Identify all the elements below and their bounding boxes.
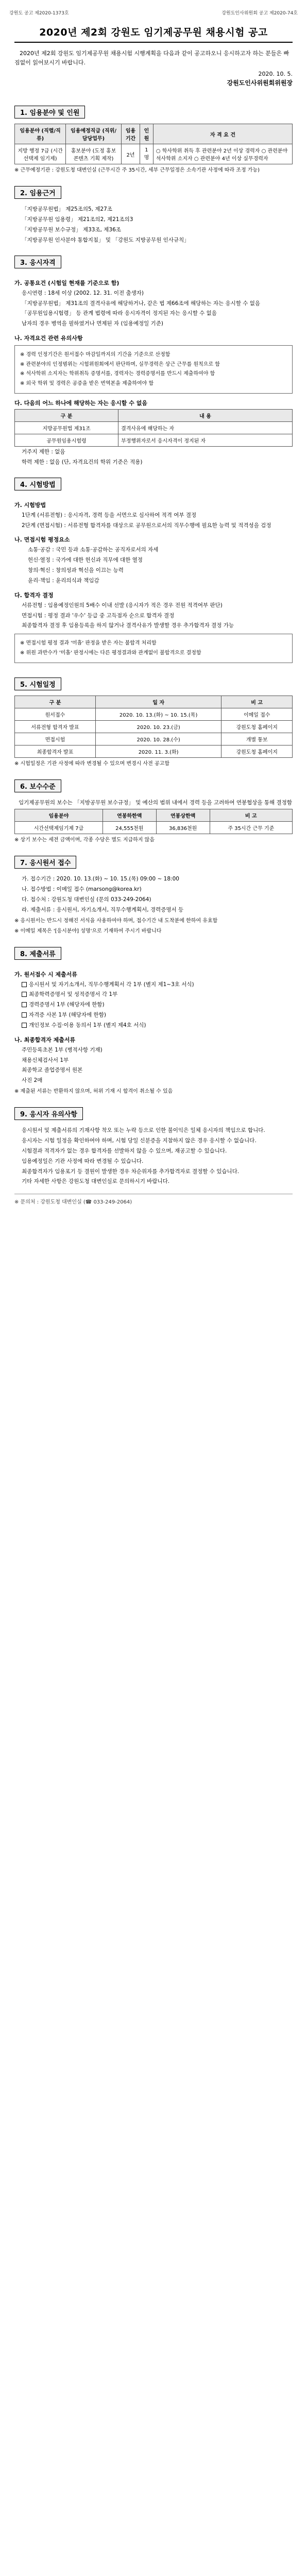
list-item	[22, 1021, 293, 1030]
list-item: 「지방공무원 보수규정」 제33조, 제36조	[22, 226, 121, 233]
salary-table	[14, 809, 293, 834]
list-item: 윤리·책임 : 윤리의식과 책임감	[28, 577, 99, 584]
contact-footer: ※ 문의처 : 강원도청 대변인실 (☎ 033-249-2064)	[14, 1194, 293, 1205]
table-cell: 원서접수	[15, 708, 96, 721]
list-item: 창의·혁신 : 창의성과 혁신을 이끄는 능력	[28, 567, 124, 574]
notice-line: ※ 위원 과반수가 '미흡' 판정시에는 다른 평정결과와 관계없이 불합격으로 결정함	[20, 650, 201, 656]
table-header: 임용기간	[121, 124, 140, 144]
notice-box	[14, 345, 293, 394]
list-item: 응시원서 및 제출서류의 기재사항 착오 또는 누락 등으로 인한 불이익은 일체 응시자의 책임으로 합니다.	[22, 1127, 265, 1134]
table-cell: 면접시험	[15, 733, 96, 745]
section-title-documents: 8. 제출서류	[14, 947, 61, 960]
table-cell: 지방공무원법 제31조	[15, 422, 118, 434]
disqualification-table	[14, 409, 293, 447]
table-header: 일 자	[95, 696, 221, 708]
list-item	[22, 990, 293, 999]
table-cell: 지방 행정 7급 (시간선택제 임기제)	[15, 144, 66, 164]
list-item: 「지방공무원법」 제25조의5, 제27조	[22, 206, 112, 213]
section-title-application: 7. 응시원서 접수	[14, 856, 76, 869]
list-item: 면접시험 : 평정 결과 '우수' 등급 중 고득점자 순으로 합격자 결정	[22, 612, 175, 619]
announcement-document	[14, 25, 293, 1205]
list-item: 응시자는 시험 일정을 확인하여야 하며, 시험 당일 신분증을 지참하지 않은 경우 응시할 수 없습니다.	[22, 1137, 257, 1144]
section-title-legal-basis: 2. 임용근거	[14, 186, 61, 199]
list-item: 1단계 (서류전형) : 응시자격, 경력 등을 서면으로 심사하여 적격 여부 결정	[22, 512, 197, 518]
list-item: 임용예정일은 기관 사정에 따라 변경될 수 있습니다.	[22, 1158, 144, 1164]
list-item: 남자의 경우 병역을 필하였거나 면제된 자 (임용예정일 기준)	[22, 320, 163, 327]
table-cell: 2020. 10. 28.(수)	[95, 733, 221, 745]
table-row	[15, 822, 293, 834]
list-item: 주민등록초본 1부 (병적사항 기재)	[22, 1046, 103, 1053]
section-title-precautions: 9. 응시자 유의사항	[14, 1107, 83, 1120]
section-title-eligibility: 3. 응시자격	[14, 256, 61, 268]
list-item: 거주지 제한 : 없음	[22, 449, 65, 455]
table-cell: 2020. 11. 3.(화)	[95, 745, 221, 758]
table-row	[15, 733, 293, 745]
section-title-positions: 1. 임용분야 및 인원	[14, 106, 85, 118]
subsection-title: 다. 합격자 결정	[14, 591, 54, 599]
schedule-table	[14, 696, 293, 758]
checkbox-icon	[22, 1012, 27, 1018]
table-header: 인원	[140, 124, 154, 144]
list-item: 응시연령 : 18세 이상 (2002. 12. 31. 이전 출생자)	[22, 290, 144, 296]
list-item: 최종합격자가 임용포기 등 결원이 발생한 경우 차순위자를 추가합격자로 결정할 수 있습니다.	[22, 1168, 240, 1175]
checkbox-icon	[22, 982, 27, 987]
notice-line: ※ 석사학위 소지자는 학위취득 증명서를, 경력자는 경력증명서를 반드시 제출하여야 함	[20, 371, 215, 377]
notice-line: ※ 면접시험 평정 결과 '미흡' 판정을 받은 자는 불합격 처리함	[20, 640, 157, 647]
list-item: 다. 접수처 : 강원도청 대변인실 (문의 033-249-2064)	[22, 896, 151, 903]
notice-line: ※ 관련분야의 인정범위는 시험위원회에서 판단하며, 실무경력은 상근 근무를 원칙으로 함	[20, 361, 220, 367]
list-item: 「지방공무원 임용령」 제21조의2, 제21조의3	[22, 216, 133, 223]
table-cell: 공무원임용시험령	[15, 434, 118, 447]
list-item: 가. 접수기간 : 2020. 10. 13.(화) ~ 10. 15.(목) 09:00 ~ 18:00	[22, 876, 179, 883]
table-row	[15, 745, 293, 758]
list-item: 사진 2매	[22, 1077, 43, 1084]
list-item-label: 자격증 사본 1부 (해당자에 한함)	[29, 1012, 106, 1019]
list-item: 라. 제출서류 : 응시원서, 자기소개서, 직무수행계획서, 경력증명서 등	[22, 906, 184, 913]
list-item: 학력 제한 : 없음 (단, 자격요건의 학위 기준은 적용)	[22, 459, 143, 465]
checkbox-icon	[22, 1002, 27, 1007]
table-cell: 2020. 10. 23.(금)	[95, 721, 221, 733]
subsection-title: 나. 면접시험 평정요소	[14, 536, 70, 544]
table-cell: 24,555천원	[103, 822, 156, 834]
table-header: 연봉하한액	[103, 809, 156, 822]
table-row	[15, 422, 293, 434]
table-cell: ○ 학사학위 취득 후 관련분야 2년 이상 경력자 ○ 관련분야 석사학위 소지자 ○ 관련분야 4년 이상 실무경력자	[153, 144, 292, 164]
table-cell: 1명	[140, 144, 154, 164]
intro-paragraph: 2020년 제2회 강원도 임기제공무원 채용시험 시행계획을 다음과 같이 공고하오니 응시하고자 하는 분들은 빠짐없이 읽어보시기 바랍니다.	[14, 50, 289, 66]
table-cell: 36,836천원	[156, 822, 210, 834]
announcement-date: 2020. 10. 5.	[258, 71, 293, 78]
subsection-title: 나. 최종합격자 제출서류	[14, 1036, 76, 1043]
section-title-schedule: 5. 시험일정	[14, 677, 61, 690]
note: ※ 이메일 제목은 '[응시분야] 성명'으로 기재하여 주시기 바랍니다	[14, 928, 162, 934]
table-header: 자 격 요 건	[153, 124, 292, 144]
list-item: 「지방공무원법」 제31조의 결격사유에 해당하거나, 같은 법 제66조에 해당하는 자는 응시할 수 없음	[22, 300, 261, 307]
table-header: 임용예정직급 (직위/담당업무)	[66, 124, 122, 144]
table-cell: 2년	[121, 144, 140, 164]
list-item: 채용신체검사서 1부	[22, 1057, 69, 1063]
table-cell: 홍보분야 (도정 홍보 콘텐츠 기획 제작)	[66, 144, 122, 164]
paragraph: 임기제공무원의 보수는 「지방공무원 보수규정」 및 예산의 범위 내에서 경력 등을 고려하여 연봉협상을 통해 결정함	[19, 800, 292, 806]
table-header: 비 고	[210, 809, 292, 822]
document-title: 2020년 제2회 강원도 임기제공무원 채용시험 공고	[14, 25, 293, 43]
subsection-title: 가. 시험방법	[14, 501, 46, 509]
list-item: 나. 접수방법 : 이메일 접수 (marsong@korea.kr)	[22, 886, 142, 892]
table-header: 구 분	[15, 410, 118, 422]
notice-line: ※ 외국 학위 및 경력은 공증을 받은 번역본을 제출하여야 함	[20, 380, 154, 386]
table-header: 비 고	[221, 696, 293, 708]
list-item-label: 개인정보 수집·이용 동의서 1부 (별지 제4호 서식)	[29, 1022, 146, 1028]
table-cell: 개별 통보	[221, 733, 293, 745]
note: ※ 응시원서는 반드시 정해진 서식을 사용하여야 하며, 접수기간 내 도착분에 한하여 유효함	[14, 918, 218, 924]
table-cell: 강원도청 홈페이지	[221, 721, 293, 733]
table-cell: 시간선택제임기제 7급	[15, 822, 103, 834]
note: ※ 시험일정은 기관 사정에 따라 변경될 수 있으며 변경시 사전 공고함	[14, 761, 169, 767]
subsection-title: 가. 원서접수 시 제출서류	[14, 971, 77, 978]
checkbox-icon	[22, 1023, 27, 1028]
note: ※ 상기 보수는 세전 금액이며, 각종 수당은 별도 지급하지 않음	[14, 837, 155, 843]
table-row	[15, 144, 293, 164]
table-header: 구 분	[15, 696, 96, 708]
table-cell: 2020. 10. 13.(화) ~ 10. 15.(목)	[95, 708, 221, 721]
table-cell: 이메일 접수	[221, 708, 293, 721]
subsection-title: 나. 자격요건 관련 유의사항	[14, 335, 83, 342]
subsection-title: 가. 공통요건 (시험일 현재를 기준으로 함)	[14, 279, 120, 286]
note: ※ 제출된 서류는 반환하지 않으며, 허위 기재 시 합격이 취소될 수 있음	[14, 1089, 173, 1095]
table-header: 임용분야 (직렬/직류)	[15, 124, 66, 144]
table-row	[15, 434, 293, 447]
note: ※ 근무예정기관 : 강원도청 대변인실 (근무시간 주 35시간, 세부 근무일정은 소속기관 사정에 따라 조정 가능)	[14, 167, 260, 174]
table-cell: 결격사유에 해당하는 자	[118, 422, 293, 434]
list-item: 헌신·열정 : 국가에 대한 헌신과 직무에 대한 열정	[28, 557, 143, 564]
list-item: 기타 자세한 사항은 강원도청 대변인실로 문의하시기 바랍니다.	[22, 1178, 170, 1185]
list-item	[22, 1001, 293, 1010]
table-header: 내 용	[118, 410, 293, 422]
list-item: 시험결과 적격자가 없는 경우 합격자를 선발하지 않을 수 있으며, 재공고할 수 있습니다.	[22, 1147, 227, 1154]
subsection-title: 다. 다음의 어느 하나에 해당하는 자는 응시할 수 없음	[14, 400, 147, 407]
list-item: 최종학교 졸업증명서 원본	[22, 1067, 83, 1074]
notice-line: ※ 경력 인정기간은 원서접수 마감일까지의 기간을 기준으로 산정함	[20, 352, 170, 358]
notice-box	[14, 634, 293, 663]
section-title-exam-method: 4. 시험방법	[14, 478, 61, 490]
table-cell: 주 35시간 근무 기준	[210, 822, 292, 834]
list-item: 서류전형 : 임용예정인원의 5배수 이내 선발 (응시자가 적은 경우 전원 적격여부 판단)	[22, 602, 223, 608]
table-row	[15, 721, 293, 733]
positions-table	[14, 124, 293, 164]
table-row	[15, 708, 293, 721]
table-cell: 서류전형 합격자 발표	[15, 721, 96, 733]
list-item-label: 최종학력증명서 및 성적증명서 각 1부	[29, 991, 118, 998]
list-item: 2단계 (면접시험) : 서류전형 합격자를 대상으로 공무원으로서의 직무수행에 필요한 능력 및 적격성을 검정	[22, 522, 271, 529]
announcement-number-right: 강원도인사위원회 공고 제2020-74호	[221, 11, 298, 16]
table-header: 임용분야	[15, 809, 103, 822]
list-item: 소통·공감 : 국민 등과 소통·공감하는 공직자로서의 자세	[28, 547, 159, 553]
list-item	[22, 1011, 293, 1020]
section-title-salary: 6. 보수수준	[14, 779, 61, 792]
list-item: 「공무원임용시험령」 등 관계 법령에 따라 응시자격이 정지된 자는 응시할 수 없음	[22, 310, 217, 317]
document-header	[9, 9, 298, 16]
table-cell: 부정행위자로서 응시자격이 정지된 자	[118, 434, 293, 447]
table-header: 연봉상한액	[156, 809, 210, 822]
list-item	[22, 980, 293, 990]
table-cell: 강원도청 홈페이지	[221, 745, 293, 758]
table-cell: 최종합격자 발표	[15, 745, 96, 758]
issuing-organization: 강원도인사위원회위원장	[227, 79, 293, 87]
announcement-number-left: 강원도 공고 제2020-1373호	[9, 11, 69, 16]
list-item-label: 응시원서 및 자기소개서, 직무수행계획서 각 1부 (별지 제1~3호 서식)	[29, 981, 194, 988]
checkbox-icon	[22, 992, 27, 997]
list-item: 「지방공무원 인사분야 통합지침」 및 「강원도 지방공무원 인사규칙」	[22, 236, 190, 243]
list-item-label: 경력증명서 1부 (해당자에 한함)	[29, 1002, 105, 1008]
list-item: 최종합격자 결정 후 임용등록을 하지 않거나 결격사유가 발생할 경우 추가합격자 결정 가능	[22, 622, 234, 629]
